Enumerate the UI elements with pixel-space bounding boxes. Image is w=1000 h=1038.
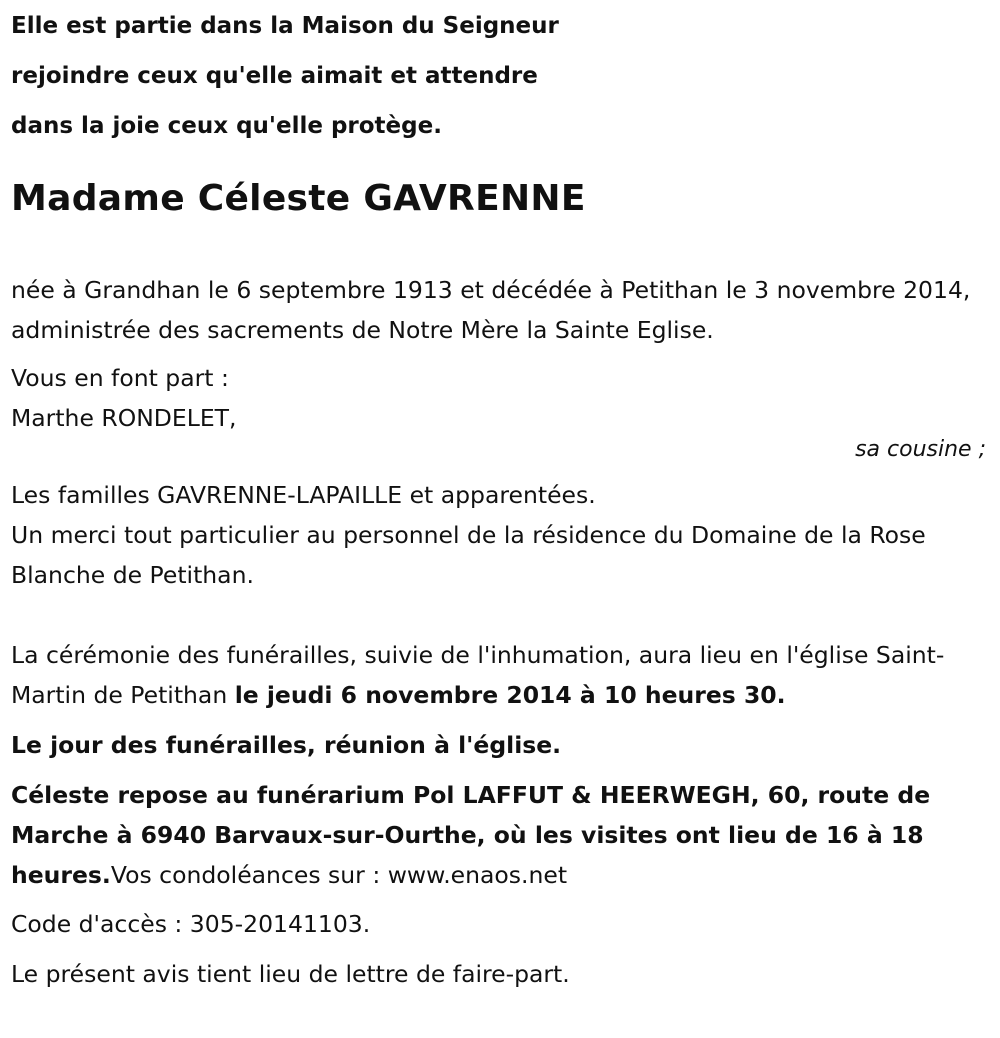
verse-line-1: Elle est partie dans la Maison du Seigneur <box>11 13 559 39</box>
verse-line-3: dans la joie ceux qu'elle protège. <box>11 113 442 139</box>
relative-relation: sa cousine ; <box>855 437 986 462</box>
gathering-line: Le jour des funérailles, réunion à l'église. <box>11 731 562 759</box>
ceremony-date-time: le jeudi 6 novembre 2014 à 10 heures 30. <box>234 681 786 709</box>
repose-paragraph <box>11 775 986 895</box>
birth-death-paragraph: née à Grandhan le 6 septembre 1913 et décédée à Petithan le 3 novembre 2014, administrée des sacrements de Notre Mère la Sainte Eglise. <box>11 276 971 344</box>
announcement-intro: Vous en font part : <box>11 364 229 392</box>
ceremony-paragraph <box>11 635 986 715</box>
access-code: Code d'accès : 305-20141103. <box>11 910 371 938</box>
families-line: Les familles GAVRENNE-LAPAILLE et apparentées. <box>11 481 596 509</box>
ceremony-text: La cérémonie des funérailles, suivie de l'inhumation, aura lieu en l'église Saint-Martin de Petithan <box>11 641 945 709</box>
notice-line: Le présent avis tient lieu de lettre de faire-part. <box>11 960 570 988</box>
repose-details: Céleste repose au funérarium Pol LAFFUT & HEERWEGH, 60, route de Marche à 6940 Barvaux-sur-Ourthe, où les visites ont lieu de 16 à 18 heures. <box>11 781 931 889</box>
condolences-link-text: Vos condoléances sur : www.enaos.net <box>110 861 568 889</box>
relative-name: Marthe RONDELET, <box>11 404 237 432</box>
verse <box>11 1 986 151</box>
obituary-notice <box>11 0 986 994</box>
deceased-name: Madame Céleste GAVRENNE <box>11 178 586 219</box>
verse-line-2: rejoindre ceux qu'elle aimait et attendre <box>11 63 538 89</box>
thanks-paragraph: Un merci tout particulier au personnel de la résidence du Domaine de la Rose Blanche de Petithan. <box>11 521 926 589</box>
